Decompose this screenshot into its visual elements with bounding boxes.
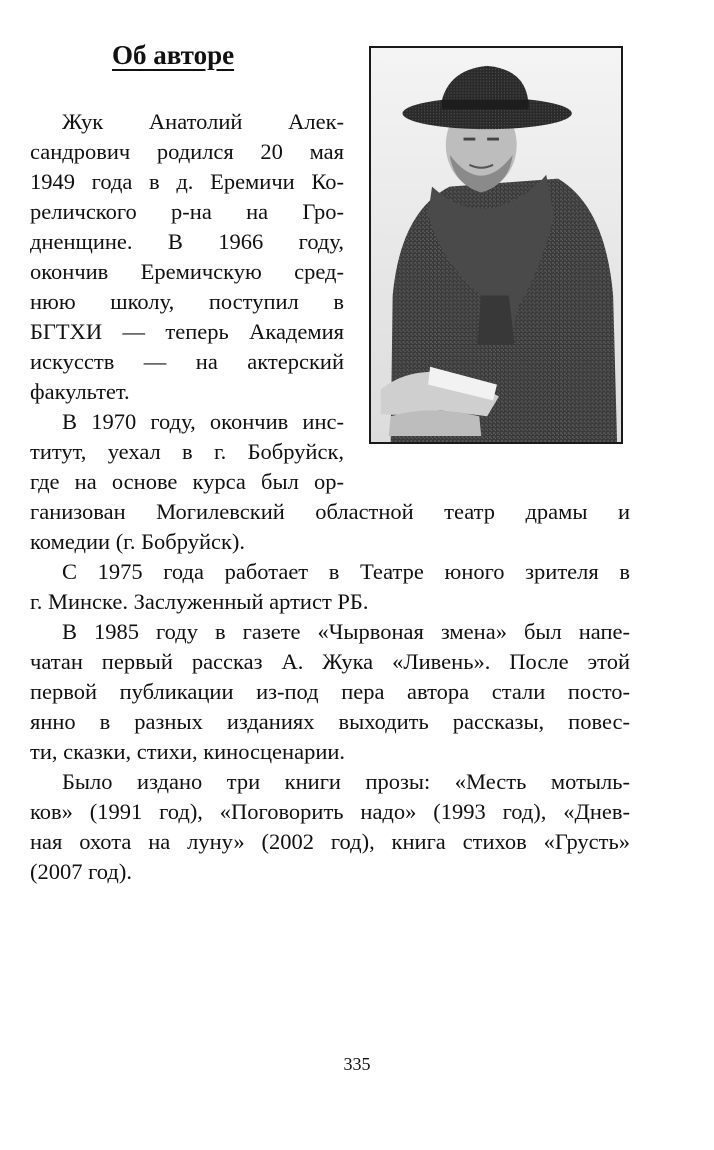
text-line: С 1975 года работает в Театре юного зрителя в — [62, 559, 630, 584]
text-line: факультет. — [30, 379, 130, 404]
text-line: Было издано три книги прозы: «Месть мотыль- — [62, 769, 630, 794]
text-line: ков» (1991 год), «Поговорить надо» (1993 год), «Днев- — [30, 799, 630, 824]
text-line: реличского р-на на Гро- — [30, 199, 344, 224]
text-line: дненщине. В 1966 году, — [30, 229, 344, 254]
page-title: Об авторе — [112, 40, 235, 70]
text-line: первой публикации из-под пера автора стали посто- — [30, 679, 630, 704]
text-line: титут, уехал в г. Бобруйск, — [30, 439, 344, 464]
text-line: 1949 года в д. Еремичи Ко- — [30, 169, 344, 194]
text-line: г. Минске. Заслуженный артист РБ. — [30, 589, 369, 614]
text-line: ная охота на луну» (2002 год), книга стихов «Грусть» — [30, 829, 630, 854]
text-line: сандрович родился 20 мая — [30, 139, 344, 164]
text-line: чатан первый рассказ А. Жука «Ливень». После этой — [30, 649, 630, 674]
text-line: комедии (г. Бобруйск). — [30, 529, 246, 554]
text-line: искусств — на актерский — [30, 349, 344, 374]
text-line: окончив Еремичскую сред- — [30, 259, 344, 284]
text-line: нюю школу, поступил в — [30, 289, 344, 314]
text-line: В 1985 году в газете «Чырвоная змена» был напе- — [62, 619, 630, 644]
text-line: Жук Анатолий Алек- — [62, 109, 344, 134]
page-number: 335 — [343, 1054, 371, 1074]
text-line: ганизован Могилевский областной театр драмы и — [30, 499, 630, 524]
text-line: В 1970 году, окончив инс- — [62, 409, 344, 434]
text-line: где на основе курса был ор- — [30, 469, 344, 494]
author-portrait-photo — [369, 46, 623, 444]
text-line: янно в разных изданиях выходить рассказы, повес- — [30, 709, 630, 734]
text-line: (2007 год). — [30, 859, 132, 884]
text-line: БГТХИ — теперь Академия — [30, 319, 344, 344]
text-line: ти, сказки, стихи, киносценарии. — [30, 739, 346, 764]
